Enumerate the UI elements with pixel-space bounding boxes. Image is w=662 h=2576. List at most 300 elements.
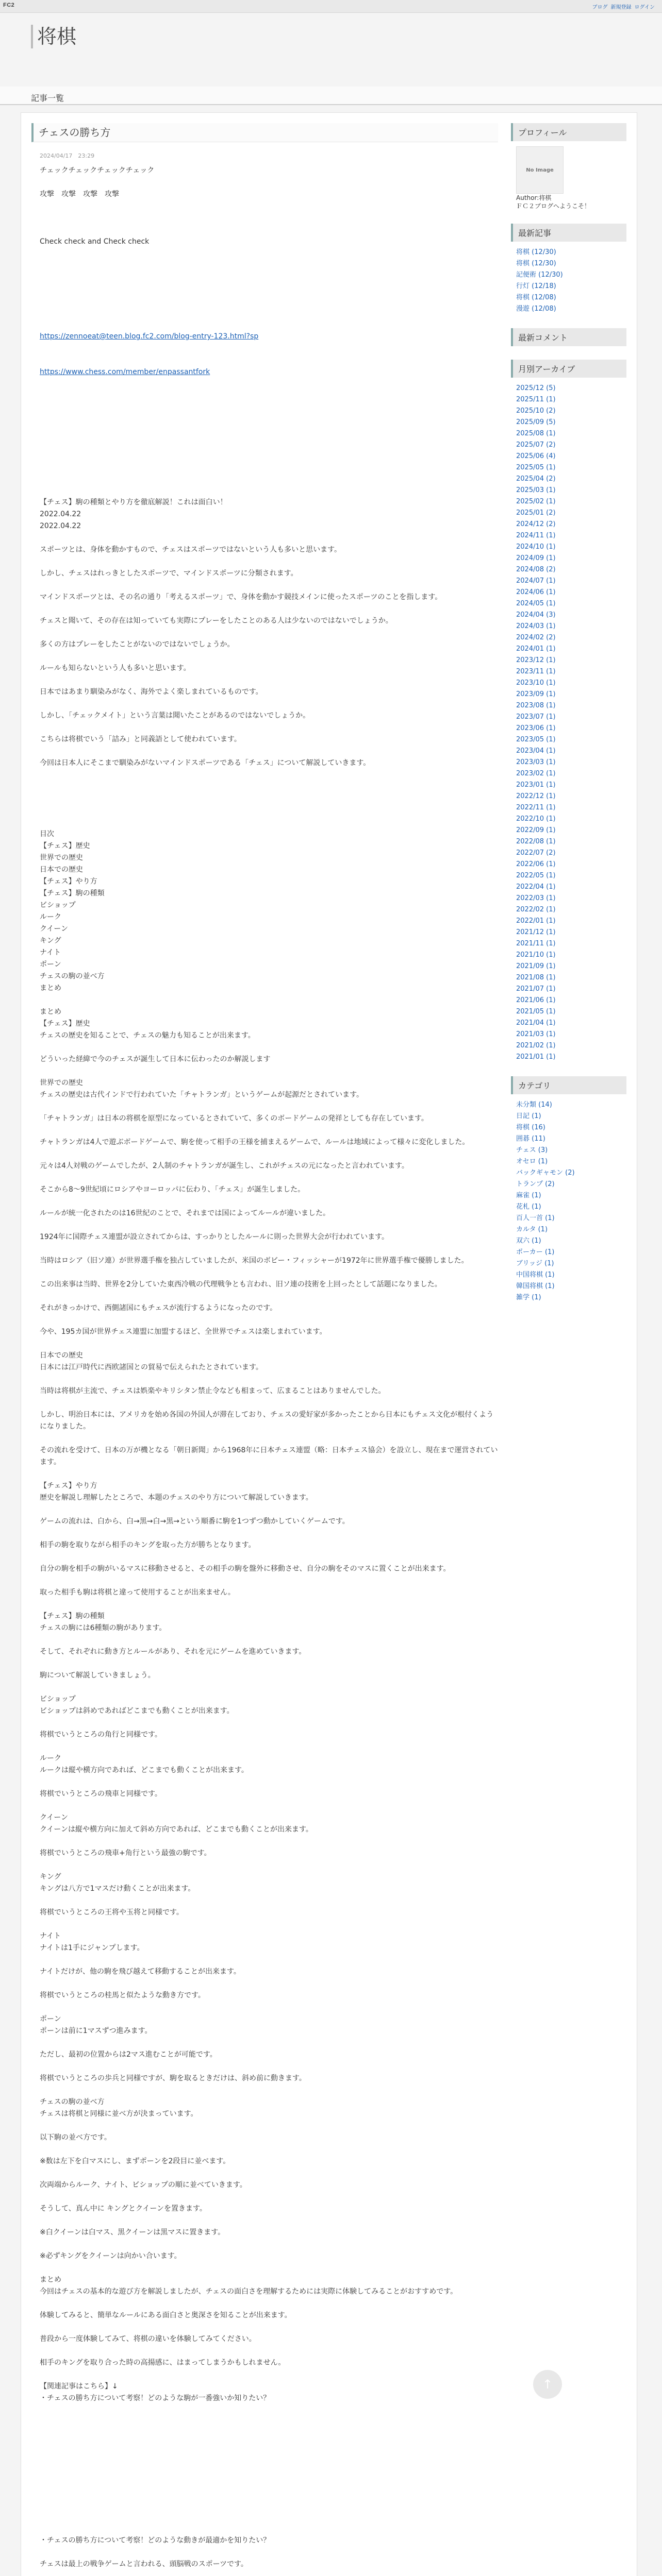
entry-paragraph: [40, 414, 498, 426]
archive-month-link[interactable]: 2025/04 (2): [516, 475, 556, 483]
entry-paragraph: Check check and Check check: [40, 238, 150, 246]
recent-post-link[interactable]: 将棋 (12/08): [516, 294, 556, 301]
entry-paragraph: [40, 402, 498, 414]
entry-paragraph: [40, 603, 498, 615]
archive-month-link[interactable]: 2023/05 (1): [516, 736, 556, 743]
entry-paragraph: [40, 1859, 498, 1871]
category-link[interactable]: トランプ (2): [516, 1180, 555, 1188]
entry-paragraph: [40, 1291, 498, 1302]
entry-paragraph: [40, 1634, 498, 1646]
entry-paragraph: [40, 1682, 498, 1693]
entry-paragraph: ポーン: [40, 2015, 61, 2023]
entry-paragraph: [40, 473, 498, 485]
recent-post-link[interactable]: 行灯 (12/18): [516, 282, 556, 290]
entry-paragraph: そして、それぞれに動き方とルールがあり、それを元にゲームを進めていきます。: [40, 1648, 306, 1656]
entry-paragraph: [40, 722, 498, 734]
category-link[interactable]: カルタ (1): [516, 1226, 548, 1233]
entry-paragraph: [40, 1101, 498, 1113]
entry-paragraph: キング: [40, 1873, 61, 1881]
entry-paragraph: [40, 817, 498, 828]
entry-paragraph: [40, 2120, 498, 2132]
entry-paragraph: まとめ: [40, 1008, 61, 1016]
entry-paragraph: [40, 994, 498, 1006]
monthly-archive-list: [511, 383, 626, 1063]
archive-month-link[interactable]: 2022/01 (1): [516, 917, 556, 925]
category-list: [511, 1099, 626, 1303]
archive-month-link[interactable]: 2025/02 (1): [516, 498, 556, 505]
entry-paragraph: チェスの駒の並べ方: [40, 2098, 105, 2106]
entry-paragraph: ナイト: [40, 1932, 61, 1940]
category-link[interactable]: ポーカー (1): [516, 1248, 555, 1256]
archive-month-link[interactable]: 2021/04 (1): [516, 1019, 556, 1027]
entry-paragraph: ビショップ: [40, 1695, 76, 1703]
archive-month-link[interactable]: 2024/01 (1): [516, 645, 556, 653]
entry-paragraph: こちらは将棋でいう「詰み」と同義語として使われています。: [40, 735, 241, 743]
entry-paragraph: ※必ずキングをクイーンは向かい合います。: [40, 2252, 181, 2260]
archive-month-link[interactable]: 2022/11 (1): [516, 804, 556, 811]
category-link[interactable]: 百人一首 (1): [516, 1214, 555, 1222]
archive-month-link[interactable]: 2021/12 (1): [516, 928, 556, 936]
entry-paragraph: クイーン: [40, 1814, 69, 1822]
archive-month-link[interactable]: 2024/12 (2): [516, 520, 556, 528]
archive-month-link[interactable]: 2025/06 (4): [516, 452, 556, 460]
content-container: [21, 112, 637, 2576]
archive-month-link[interactable]: 2025/08 (1): [516, 430, 556, 437]
entry-paragraph: [40, 805, 498, 817]
entry-paragraph: [40, 1895, 498, 1907]
archive-month-link[interactable]: 2024/09 (1): [516, 554, 556, 562]
archive-month-link[interactable]: 2022/03 (1): [516, 894, 556, 902]
entry-paragraph: [40, 283, 498, 295]
profile-noimage: No Image: [516, 146, 564, 194]
entry-paragraph: 将棋でいうところの歩兵と同様ですが、駒を取るときだけは、斜め前に動きます。: [40, 2074, 306, 2082]
entry-title[interactable]: チェスの勝ち方: [39, 126, 111, 139]
entry-paragraph: ビショップ: [40, 901, 76, 909]
entry-paragraph: [40, 2416, 498, 2428]
entry-paragraph: [40, 390, 498, 402]
entry-paragraph: [40, 1042, 498, 1054]
archive-month-link[interactable]: 2021/11 (1): [516, 940, 556, 947]
category-link[interactable]: チェス (3): [516, 1146, 548, 1154]
archive-month-link[interactable]: 2022/07 (2): [516, 849, 556, 857]
entry-paragraph: [40, 177, 498, 189]
archive-month-link[interactable]: 2022/09 (1): [516, 826, 556, 834]
entry-paragraph: [40, 1172, 498, 1184]
entry-paragraph: 駒について解説していきましょう。: [40, 1671, 155, 1680]
entry-paragraph: 世界での歴史: [40, 1079, 83, 1087]
entry-paragraph: 多くの方はプレーをしたことがないのではないでしょうか。: [40, 640, 235, 649]
archive-month-link[interactable]: 2024/05 (1): [516, 600, 556, 607]
entry-paragraph: [40, 2167, 498, 2179]
entry-paragraph: [40, 1338, 498, 1350]
archive-month-link[interactable]: 2025/03 (1): [516, 486, 556, 494]
archive-month-link[interactable]: 2022/10 (1): [516, 815, 556, 823]
archive-month-link[interactable]: 2021/01 (1): [516, 1053, 556, 1061]
category-link[interactable]: 中国将棋 (1): [516, 1271, 555, 1279]
entry-paragraph: [40, 1196, 498, 1208]
entry-paragraph: [40, 2298, 498, 2310]
page-top-button[interactable]: ↑: [533, 2370, 562, 2399]
archive-month-link[interactable]: 2021/06 (1): [516, 996, 556, 1004]
archive-month-link[interactable]: 2022/08 (1): [516, 838, 556, 845]
entry-paragraph: 1924年に国際チェス連盟が設立されてからは、すっかりとしたルールに則った世界大会が行われています。: [40, 1233, 389, 1241]
archive-month-link[interactable]: 2025/12 (5): [516, 384, 556, 392]
entry-paragraph: しかし、「チェックメイト」という言葉は聞いたことがあるのではないでしょうか。: [40, 711, 310, 720]
entry-paragraph: 【チェス】駒の種類: [40, 889, 105, 897]
entry-paragraph: 世界での歴史: [40, 854, 83, 862]
entry-paragraph: クイーン: [40, 925, 69, 933]
entry-paragraph: しかし、明治日本には、アメリカを始め各国の外国人が滞在しており、チェスの愛好家が多かったことから日本にもチェス文化が根付くようになりました。: [40, 1411, 494, 1431]
entry-paragraph: [40, 2144, 498, 2156]
entry-paragraph: 当時は将棋が主流で、チェスは娯楽やキリシタン禁止令なども相まって、広まることはありませんでした。: [40, 1387, 386, 1395]
entry-paragraph: クイーンは縦や横方向に加えて斜め方向であれば、どこまでも動くことが出来ます。: [40, 1825, 313, 1834]
category-link[interactable]: バックギャモン (2): [516, 1169, 575, 1177]
profile-plugin: [511, 123, 626, 210]
recent-comments-plugin: [511, 328, 626, 346]
category-link[interactable]: 麻雀 (1): [516, 1192, 541, 1199]
entry-paragraph: [40, 224, 498, 236]
entry-paragraph: 自分の駒を相手の駒がいるマスに移動させると、その相手の駒を盤外に移動させ、自分の駒をそのマスに置くことが出来ます。: [40, 1565, 451, 1573]
entry-paragraph: [40, 1267, 498, 1279]
entry-paragraph: 日本には江戸時代に西欧諸国との貿易で伝えられたとされています。: [40, 1363, 263, 1371]
recent-posts-plugin: [511, 224, 626, 315]
entry-paragraph: 【チェス】やり方: [40, 1482, 97, 1490]
entry-date: 2024/04/17 23:29: [40, 152, 95, 159]
entry-paragraph: ルーク: [40, 1754, 61, 1762]
archive-month-link[interactable]: 2021/07 (1): [516, 985, 556, 993]
entry-paragraph: [40, 437, 498, 449]
entry-paragraph: 今回はチェスの基本的な遊び方を解説しましたが、チェスの面白さを理解するためには実際に体験してみることがおすすめです。: [40, 2287, 458, 2296]
entry-paragraph: ルークは縦や横方向であれば、どこまでも動くことが出来ます。: [40, 1766, 249, 1774]
archive-month-link[interactable]: 2022/04 (1): [516, 883, 556, 891]
entry-paragraph: [40, 651, 498, 663]
entry-paragraph: [40, 1599, 498, 1611]
entry-paragraph: そうして、真ん中に キングとクイーンを置きます。: [40, 2205, 207, 2213]
entry-paragraph: しかし、チェスはれっきとしたスポーツで、マインドスポーツに分類されます。: [40, 569, 298, 578]
entry-paragraph: 次両端からルーク、ナイト、ビショップの順に並べていきます。: [40, 2181, 247, 2189]
archive-month-link[interactable]: 2025/11 (1): [516, 396, 556, 403]
entry-paragraph: ポーン: [40, 960, 61, 969]
entry-paragraph: [40, 2345, 498, 2357]
categories-plugin: [511, 1076, 626, 1303]
entry-paragraph: [40, 2262, 498, 2274]
archive-month-link[interactable]: 2021/09 (1): [516, 962, 556, 970]
entry-paragraph: [40, 1800, 498, 1812]
archive-month-link[interactable]: 2024/03 (1): [516, 622, 556, 630]
entry-paragraph: 今回は日本人にそこまで馴染みがないマインドスポーツである「チェス」について解説していきます。: [40, 759, 371, 767]
entry-paragraph: [40, 1433, 498, 1445]
category-link[interactable]: ブリッジ (1): [516, 1260, 554, 1267]
entry-paragraph: キング: [40, 937, 61, 945]
archive-month-link[interactable]: 2024/11 (1): [516, 532, 556, 539]
entry-paragraph: チェスは最上の戦争ゲームと言われる、頭脳戦のスポーツです。: [40, 2560, 248, 2568]
archive-month-link[interactable]: 2023/03 (1): [516, 758, 556, 766]
archive-month-link[interactable]: 2024/06 (1): [516, 588, 556, 596]
entry-paragraph: [40, 1397, 498, 1409]
entry-paragraph: [40, 1314, 498, 1326]
entry-paragraph: [40, 698, 498, 710]
entry-paragraph: [40, 272, 498, 283]
category-link[interactable]: 双六 (1): [516, 1237, 541, 1245]
entry-paragraph: [40, 2523, 498, 2535]
topbar-link[interactable]: 新規登録: [610, 5, 632, 10]
archive-month-link[interactable]: 2022/02 (1): [516, 906, 556, 913]
entry-paragraph: 【チェス】歴史: [40, 1020, 90, 1028]
entry-paragraph: [40, 1658, 498, 1670]
monthly-archive-title: 月別アーカイブ: [511, 360, 626, 378]
entry-paragraph: [40, 1776, 498, 1788]
entry-paragraph[interactable]: https://www.chess.com/member/enpassantfork: [40, 368, 210, 376]
entry-paragraph: [40, 2404, 498, 2416]
profile-author: Author:将棋: [516, 194, 552, 201]
category-link[interactable]: 未分類 (14): [516, 1101, 552, 1109]
entry-paragraph: 将棋でいうところの角行と同様です。: [40, 1731, 162, 1739]
entry-paragraph: それがきっかけで、西側諸国にもチェスが流行するようになったのです。: [40, 1304, 277, 1312]
archive-month-link[interactable]: 2023/04 (1): [516, 747, 556, 755]
entry-paragraph: [40, 1065, 498, 1077]
archive-month-link[interactable]: 2025/01 (2): [516, 509, 556, 517]
archive-month-link[interactable]: 2021/02 (1): [516, 1042, 556, 1049]
sidebar: [511, 123, 626, 1317]
archive-month-link[interactable]: 2023/09 (1): [516, 690, 556, 698]
entry-paragraph: [40, 2369, 498, 2381]
archive-month-link[interactable]: 2025/09 (5): [516, 418, 556, 426]
entry-paragraph: [40, 2440, 498, 2452]
entry-paragraph: ポーンは前に1マスずつ進みます。: [40, 2027, 152, 2035]
category-link[interactable]: 将棋 (16): [516, 1124, 545, 1131]
entry-paragraph: [40, 2061, 498, 2073]
entry-header: [31, 123, 498, 142]
entry-paragraph: [40, 2464, 498, 2476]
entry-paragraph: そこから8〜9世紀頃にロシアやヨーロッパに伝わり、「チェス」が誕生しました。: [40, 1185, 305, 1194]
entry-paragraph: [40, 378, 498, 390]
entry-paragraph: チャトランガは4人で遊ぶボードゲームで、駒を使って相手の王様を捕まえるゲームで、ルールは地域によって様々に変化しました。: [40, 1138, 470, 1146]
entry-paragraph: 目次: [40, 830, 54, 838]
entry-paragraph: [40, 2191, 498, 2203]
entry-paragraph: [40, 2452, 498, 2464]
entry-paragraph: [40, 1125, 498, 1137]
entry-paragraph: [40, 769, 498, 781]
archive-month-link[interactable]: 2024/07 (1): [516, 577, 556, 585]
entry-paragraph: [40, 556, 498, 568]
entry-paragraph: チェスと聞いて、その存在は知っていても実際にプレーをしたことのある人は少ないのではないでしょうか。: [40, 617, 393, 625]
entry-paragraph: [40, 354, 498, 366]
entry-paragraph: [40, 674, 498, 686]
entry-paragraph: [40, 212, 498, 224]
entry-paragraph: その流れを受けて、日本の万が機となる「朝日新聞」から1968年に日本チェス連盟（略：日本チェス協会）を設立し、現在まで運営されています。: [40, 1446, 498, 1466]
archive-month-link[interactable]: 2022/06 (1): [516, 860, 556, 868]
entry-paragraph: [40, 1919, 498, 1930]
entry-paragraph: [40, 532, 498, 544]
entry-paragraph: ただし、最初の位置からは2マス進むことが可能です。: [40, 2050, 217, 2059]
entry-paragraph: 体験してみると、簡単なルールにある面白さと奥深さを知ることが出来ます。: [40, 2311, 292, 2319]
entry-paragraph: チェスの歴史は古代インドで行われていた「チャトランガ」というゲームが起源だとされています。: [40, 1091, 364, 1099]
archive-month-link[interactable]: 2025/05 (1): [516, 464, 556, 471]
entry-paragraph: 【関連記事はこちら】↓: [40, 2382, 118, 2391]
global-nav: [0, 87, 662, 105]
archive-month-link[interactable]: 2024/04 (3): [516, 611, 556, 619]
entry-body: [40, 165, 498, 2576]
entry-paragraph: 日本での歴史: [40, 1351, 83, 1360]
category-link[interactable]: 韓国将棋 (1): [516, 1282, 555, 1290]
entry-paragraph: 【チェス】やり方: [40, 877, 97, 886]
archive-month-link[interactable]: 2023/08 (1): [516, 702, 556, 709]
entry-paragraph: [40, 248, 498, 260]
entry-paragraph: ルーク: [40, 913, 61, 921]
entry-paragraph: チェスの駒の並べ方: [40, 972, 105, 980]
entry-paragraph: [40, 1219, 498, 1231]
entry-paragraph: ナイトは1手にジャンプします。: [40, 1944, 144, 1952]
entry-paragraph: 【チェス】歴史: [40, 842, 90, 850]
entry-paragraph: ゲームの流れは、白から、白→黒→白→黒→という順番に駒を1つずつ動かしていくゲームです。: [40, 1517, 350, 1526]
archive-month-link[interactable]: 2021/03 (1): [516, 1030, 556, 1038]
recent-post-link[interactable]: 漫遊 (12/08): [516, 305, 556, 313]
entry-paragraph: 将棋でいうところの飛車と同様です。: [40, 1790, 162, 1798]
profile-title: プロフィール: [511, 123, 626, 141]
entry-paragraph: ※数は左下を白マスにし、まずポーンを2段目に並べます。: [40, 2157, 230, 2165]
entry-paragraph: [40, 307, 498, 319]
entry-paragraph: [40, 1504, 498, 1516]
entry-paragraph: [40, 781, 498, 793]
entry-paragraph: [40, 580, 498, 591]
entry-paragraph: 2022.04.22: [40, 510, 81, 518]
archive-month-link[interactable]: 2025/07 (2): [516, 441, 556, 449]
entry-paragraph: [40, 260, 498, 272]
entry-paragraph: スポーツとは、身体を動かすもので、チェスはスポーツではないという人も多いと思います。: [40, 546, 342, 554]
entry-paragraph: [40, 2037, 498, 2049]
category-link[interactable]: 花札 (1): [516, 1203, 541, 1211]
entry-paragraph: [40, 2487, 498, 2499]
profile-welcome: ＦＣ２ブログへようこそ！: [516, 202, 591, 210]
entry-paragraph: 今や、195カ国が世界チェス連盟に加盟するほど、全世界でチェスは楽しまれています。: [40, 1328, 327, 1336]
category-link[interactable]: 囲碁 (11): [516, 1135, 545, 1143]
entry-paragraph: [40, 461, 498, 473]
entry-paragraph: [40, 627, 498, 639]
blog-title[interactable]: 将棋: [31, 25, 76, 48]
entry-paragraph: [40, 1243, 498, 1255]
archive-month-link[interactable]: 2021/10 (1): [516, 951, 556, 959]
recent-post-link[interactable]: 将棋 (12/30): [516, 248, 556, 256]
entry-paragraph: ※白クイーンは白マス、黒クイーンは黒マスに置きます。: [40, 2228, 225, 2236]
entry-paragraph: [40, 1575, 498, 1587]
entry-paragraph: [40, 343, 498, 354]
entry-paragraph: [40, 2002, 498, 2013]
entry-paragraph: チェスの駒には6種類の駒があります。: [40, 1624, 167, 1632]
entry-paragraph: ・チェスの勝ち方について考察！どのような駒が一番強いか知りたい？: [40, 2394, 271, 2402]
entry-paragraph: まとめ: [40, 2276, 61, 2284]
entry-paragraph: 将棋でいうところの飛車+角行という最強の駒です。: [40, 1849, 211, 1857]
entry-paragraph: [40, 295, 498, 307]
entry-paragraph: ルールが統一化されたのは16世紀のことで、それまでは国によってルールが違いました。: [40, 1209, 330, 1217]
entry-paragraph: [40, 745, 498, 757]
archive-month-link[interactable]: 2021/05 (1): [516, 1008, 556, 1015]
topbar-link[interactable]: ブログ: [592, 5, 608, 10]
entry-paragraph: 将棋でいうところの桂馬と似たような動き方です。: [40, 1991, 205, 1999]
topbar-link[interactable]: ログイン: [634, 5, 655, 10]
entry-paragraph: [40, 2428, 498, 2440]
archive-month-link[interactable]: 2022/05 (1): [516, 872, 556, 879]
entry-paragraph: [40, 1148, 498, 1160]
entry-paragraph: どういった経緯で今のチェスが誕生して日本に伝わったのか解説します: [40, 1055, 271, 1063]
entry-paragraph: [40, 1954, 498, 1966]
entry-paragraph: [40, 200, 498, 212]
archive-month-link[interactable]: 2023/06 (1): [516, 724, 556, 732]
entry-paragraph: [40, 1978, 498, 1990]
entry-paragraph: 【チェス】駒の種類: [40, 1612, 105, 1620]
entry-paragraph: [40, 449, 498, 461]
entry-paragraph: 【チェス】駒の種類とやり方を徹底解説！これは面白い！: [40, 498, 227, 506]
category-link[interactable]: オセロ (1): [516, 1158, 548, 1165]
entry-paragraph: [40, 2215, 498, 2227]
entry-paragraph: [40, 1374, 498, 1385]
category-link[interactable]: 日記 (1): [516, 1112, 541, 1120]
archive-month-link[interactable]: 2022/12 (1): [516, 792, 556, 800]
entry-paragraph: 攻撃 攻撃 攻撃 攻撃: [40, 190, 119, 198]
entry-paragraph: チェスは将棋と同様に並べ方が決まっています。: [40, 2110, 198, 2118]
topbar-links: [589, 3, 655, 10]
entry-paragraph: 普段から一度体験してみて、将棋の違いを体験してみてください。: [40, 2335, 256, 2343]
categories-title: カテゴリ: [511, 1076, 626, 1094]
archive-month-link[interactable]: 2025/10 (2): [516, 407, 556, 415]
entry-paragraph: [40, 1528, 498, 1539]
category-link[interactable]: 雑学 (1): [516, 1294, 541, 1301]
nav-archive-link[interactable]: 記事一覧: [31, 93, 64, 103]
recent-post-link[interactable]: 記便術 (12/30): [516, 271, 563, 279]
archive-month-link[interactable]: 2021/08 (1): [516, 974, 556, 981]
entry-paragraph: まとめ: [40, 984, 61, 992]
entry-paragraph: [40, 1468, 498, 1480]
entry-paragraph: [40, 2239, 498, 2250]
entry-paragraph: 以下駒の並べ方です。: [40, 2133, 111, 2142]
blog-header: [31, 25, 660, 50]
entry-paragraph: 取った相手も駒は将棋と違って使用することが出来ません。: [40, 1588, 235, 1597]
archive-month-link[interactable]: 2023/12 (1): [516, 656, 556, 664]
entry-paragraph: 将棋でいうところの王将や玉将と同様です。: [40, 1908, 184, 1917]
entry-paragraph: 相手のキングを取り合った時の高揚感に、はまってしまうかもしれません。: [40, 2359, 286, 2367]
recent-comments-title: 最新コメント: [511, 328, 626, 346]
entry-paragraph: [40, 793, 498, 805]
archive-month-link[interactable]: 2023/02 (1): [516, 770, 556, 777]
archive-month-link[interactable]: 2023/11 (1): [516, 668, 556, 675]
fc2-topbar: [0, 0, 662, 13]
entry-paragraph: [40, 1741, 498, 1753]
entry-paragraph: チェスの歴史を知ることで、チェスの魅力も知ることが出来ます。: [40, 1031, 255, 1040]
entry-paragraph[interactable]: https://zennoeat@teen.blog.fc2.com/blog-entry-123.html?sp: [40, 332, 259, 341]
archive-month-link[interactable]: 2024/08 (2): [516, 566, 556, 573]
entry-paragraph: [40, 2084, 498, 2096]
entry-paragraph: [40, 1717, 498, 1729]
recent-posts-list: [511, 247, 626, 315]
archive-month-link[interactable]: 2024/10 (1): [516, 543, 556, 551]
entry-paragraph: [40, 2321, 498, 2333]
fc2-logo[interactable]: FC2: [3, 2, 15, 8]
entry-paragraph: 日本での歴史: [40, 866, 83, 874]
entry-paragraph: 当時はロシア（旧ソ連）が世界選手権を独占していましたが、米国のボビー・フィッシャーが1972年に世界選手権で優勝しました。: [40, 1257, 469, 1265]
archive-month-link[interactable]: 2023/10 (1): [516, 679, 556, 687]
entry-paragraph: [40, 319, 498, 331]
entry-paragraph: 相手の駒を取りながら相手のキングを取った方が勝ちとなります。: [40, 1541, 256, 1549]
entry-paragraph: ナイトだけが、他の駒を飛び越えて移動することが出来ます。: [40, 1968, 241, 1976]
recent-post-link[interactable]: 将棋 (12/30): [516, 260, 556, 267]
entry-paragraph: [40, 2547, 498, 2558]
entry-paragraph: [40, 485, 498, 497]
entry-paragraph: [40, 1551, 498, 1563]
archive-month-link[interactable]: 2023/01 (1): [516, 781, 556, 789]
archive-month-link[interactable]: 2024/02 (2): [516, 634, 556, 641]
entry-paragraph: マインドスポーツとは、その名の通り「考えるスポーツ」で、身体を動かす競技メインに使ったスポーツのことを指します。: [40, 593, 442, 601]
archive-month-link[interactable]: 2023/07 (1): [516, 713, 556, 721]
entry-paragraph: [40, 2476, 498, 2487]
